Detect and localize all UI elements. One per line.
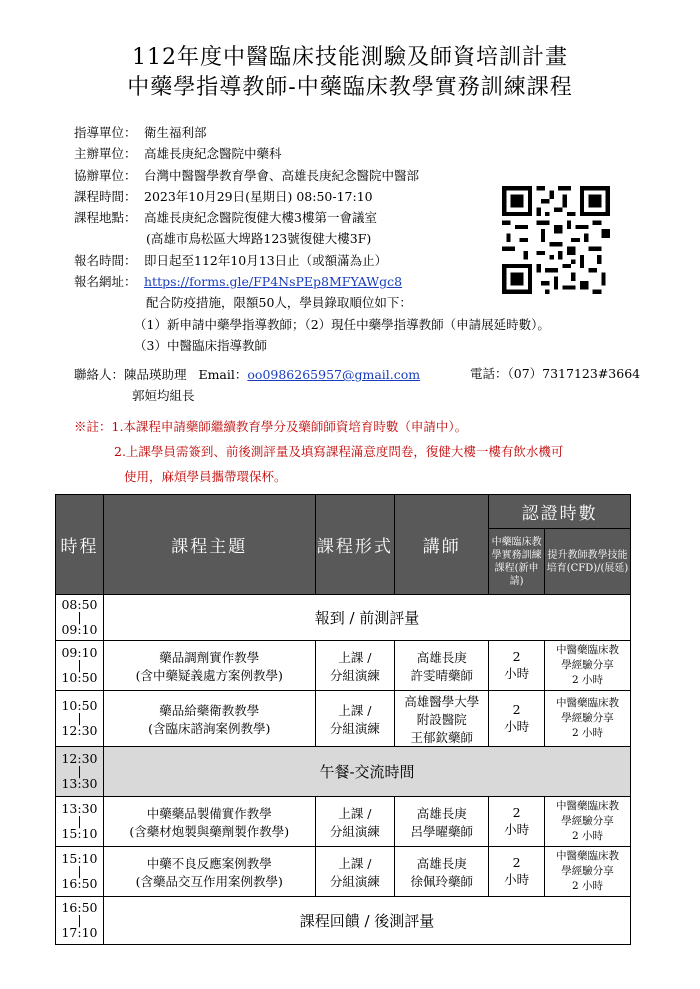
email-label: Email： xyxy=(198,367,248,382)
course-info xyxy=(74,122,550,356)
lecturer-cell: 高雄醫學大學 附設醫院 王郁欽藥師 xyxy=(395,691,489,747)
time-slot: 08:50 | 09:10 xyxy=(56,595,104,641)
note-1: ※註：1.本課程申請藥師繼續教育學分及藥師師資培育時數（申請中）。 xyxy=(74,419,468,434)
hours-cell: 2 小時 xyxy=(489,847,545,897)
header-cert-new: 中藥臨床教學實務訓練課程(新申請) xyxy=(489,529,545,595)
host-value: 高雄長庚紀念醫院中藥科 xyxy=(144,146,282,162)
reg-url-label: 報名網址： xyxy=(74,274,137,290)
header-certification: 認證時數 xyxy=(489,495,631,529)
contact-block xyxy=(74,364,420,406)
topic-cell: 中藥藥品製備實作教學 (含藥材炮製與藥劑製作教學) xyxy=(103,797,315,847)
qr-code-icon xyxy=(502,186,610,294)
time-slot: 12:30 | 13:30 xyxy=(56,747,104,797)
header-topic: 課程主題 xyxy=(103,495,315,595)
time-slot: 10:50 | 12:30 xyxy=(56,691,104,747)
document-title-line1: 112年度中醫臨床技能測驗及師資培訓計畫 xyxy=(132,45,568,70)
topic-cell: 藥品給藥衛教教學 (含臨床諮詢案例教學) xyxy=(103,691,315,747)
contact-email-link[interactable]: oo0986265957@gmail.com xyxy=(247,367,421,382)
time-slot: 15:10 | 16:50 xyxy=(56,847,104,897)
topic-cell: 藥品調劑實作教學 (含中藥疑義處方案例教學) xyxy=(103,641,315,691)
feedback-row: 課程回饋 / 後測評量 xyxy=(103,897,630,945)
address: (高雄市鳥松區大埤路123號復健大樓3F) xyxy=(146,231,372,247)
schedule-table xyxy=(55,494,631,945)
time-slot: 16:50 | 17:10 xyxy=(56,897,104,945)
header-format: 課程形式 xyxy=(315,495,395,595)
lecturer-cell: 高雄長庚 徐佩玲藥師 xyxy=(395,847,489,897)
hours-cell: 2 小時 xyxy=(489,797,545,847)
format-cell: 上課 / 分組演練 xyxy=(315,691,395,747)
time-slot: 09:10 | 10:50 xyxy=(56,641,104,691)
lunch-row: 午餐-交流時間 xyxy=(103,747,630,797)
course-time-value: 2023年10月29日(星期日) 08:50-17:10 xyxy=(144,188,373,204)
header-time: 時程 xyxy=(56,495,104,595)
format-cell: 上課 / 分組演練 xyxy=(315,641,395,691)
contact-label: 聯絡人： xyxy=(74,367,125,382)
time-slot: 13:30 | 15:10 xyxy=(56,797,104,847)
guide-value: 衛生福利部 xyxy=(144,125,207,140)
co-host-value: 台灣中醫醫學教育學會、高雄長庚紀念醫院中醫部 xyxy=(144,167,420,183)
course-time-label: 課程時間： xyxy=(74,188,137,204)
contact-name-2: 郭姮均組長 xyxy=(132,388,195,403)
co-host-label: 協辦單位： xyxy=(74,167,137,183)
contact-name-1: 陳品瑛助理 xyxy=(124,367,187,382)
registration-link[interactable]: https://forms.gle/FP4NsPEp8MFYAWgc8 xyxy=(144,274,403,290)
cfd-hours-cell: 中醫藥臨床教 學經驗分享 2 小時 xyxy=(545,691,631,747)
cfd-hours-cell: 中醫藥臨床教 學經驗分享 2 小時 xyxy=(545,797,631,847)
checkin-row: 報到 / 前測評量 xyxy=(103,595,630,641)
format-cell: 上課 / 分組演練 xyxy=(315,797,395,847)
lecturer-cell: 高雄長庚 許雯晴藥師 xyxy=(395,641,489,691)
notes xyxy=(74,414,563,489)
reg-time-label: 報名時間： xyxy=(74,252,137,268)
header-lecturer: 講師 xyxy=(395,495,489,595)
lecturer-cell: 高雄長庚 呂學曜藥師 xyxy=(395,797,489,847)
cfd-hours-cell: 中醫藥臨床教 學經驗分享 2 小時 xyxy=(545,847,631,897)
reg-time-value: 即日起至112年10月13日止（或額滿為止） xyxy=(144,252,388,268)
note-3: 使用，麻煩學員攜帶環保杯。 xyxy=(124,469,287,484)
host-label: 主辦單位： xyxy=(74,146,137,162)
note-2: 2.上課學員需簽到、前後測評量及填寫課程滿意度問卷，復健大樓一樓有飲水機可 xyxy=(114,444,564,459)
capacity-note: 配合防疫措施，限額50人，學員錄取順位如下： xyxy=(146,295,412,311)
document-title-line2: 中藥學指導教師-中藥臨床教學實務訓練課程 xyxy=(127,75,573,100)
priority-2: （3）中醫臨床指導教師 xyxy=(134,337,267,353)
guide-label: 指導單位： xyxy=(74,125,137,140)
hours-cell: 2 小時 xyxy=(489,691,545,747)
topic-cell: 中藥不良反應案例教學 (含藥品交互作用案例教學) xyxy=(103,847,315,897)
header-cert-cfd: 提升教師教學技能培育(CFD)/(展延) xyxy=(545,529,631,595)
cfd-hours-cell: 中醫藥臨床教 學經驗分享 2 小時 xyxy=(545,641,631,691)
contact-phone: 電話：（07）7317123#3664 xyxy=(470,366,641,381)
location-label: 課程地點： xyxy=(74,210,137,226)
format-cell: 上課 / 分組演練 xyxy=(315,847,395,897)
hours-cell: 2 小時 xyxy=(489,641,545,691)
location-value: 高雄長庚紀念醫院復健大樓3樓第一會議室 xyxy=(144,210,377,226)
priority-1: （1）新申請中藥學指導教師；（2）現任中藥學指導教師（申請展延時數）。 xyxy=(134,316,550,332)
